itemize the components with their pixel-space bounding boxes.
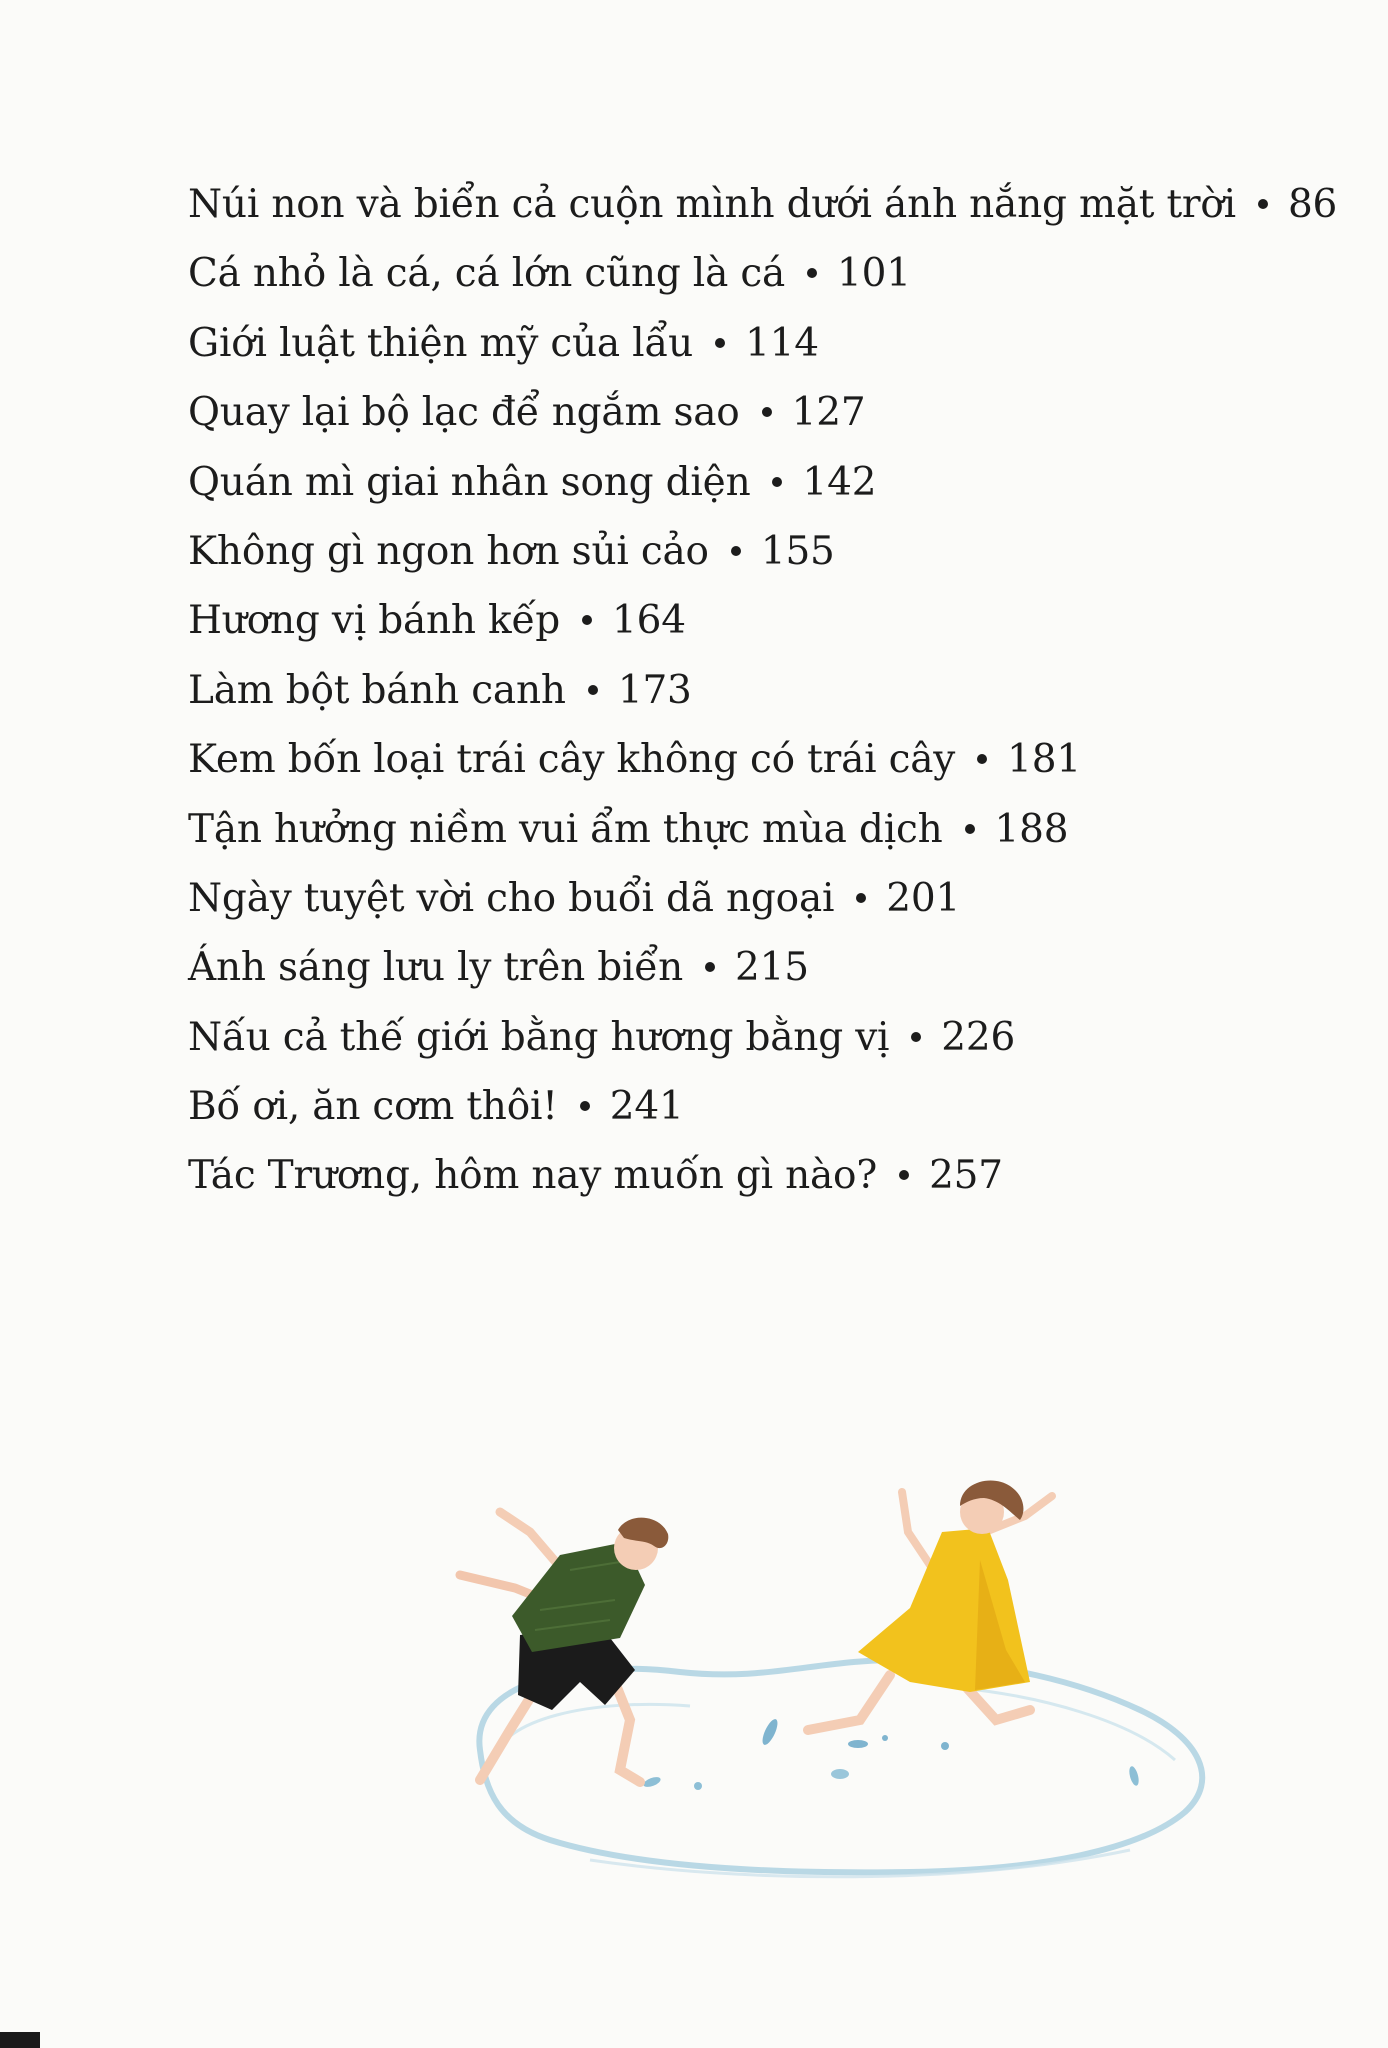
- toc-page-number: 114: [745, 320, 819, 366]
- bullet-separator: [715, 338, 725, 348]
- toc-entry[interactable]: [188, 586, 1308, 655]
- toc-entry[interactable]: [188, 1003, 1308, 1072]
- toc-title: Quay lại bộ lạc để ngắm sao: [188, 390, 740, 436]
- toc-page-number: 201: [886, 875, 961, 921]
- toc-title: Giới luật thiện mỹ của lẩu: [188, 320, 694, 366]
- toc-title: Tác Trương, hôm nay muốn gì nào?: [188, 1153, 878, 1199]
- page-edge-mark: [0, 2032, 40, 2048]
- toc-title: Làm bột bánh canh: [188, 667, 566, 713]
- bullet-separator: [965, 824, 975, 834]
- bullet-separator: [772, 477, 782, 487]
- toc-title: Núi non và biển cả cuộn mình dưới ánh nắng mặt trời: [188, 182, 1236, 227]
- children-playing-illustration: [440, 1420, 1270, 1960]
- bullet-separator: [899, 1170, 909, 1180]
- toc-title: Kem bốn loại trái cây không có trái cây: [188, 737, 956, 783]
- toc-title: Nấu cả thế giới bằng hương bằng vị: [188, 1014, 890, 1060]
- bullet-separator: [762, 407, 772, 417]
- toc-page-number: 257: [929, 1153, 1003, 1199]
- toc-entry[interactable]: [188, 864, 1308, 933]
- table-of-contents: [188, 170, 1338, 1211]
- toc-title: Hương vị bánh kếp: [188, 598, 561, 644]
- toc-entry[interactable]: [188, 448, 1308, 517]
- toc-page-number: 155: [760, 528, 835, 574]
- toc-title: Không gì ngon hơn sủi cảo: [188, 528, 709, 574]
- bullet-separator: [731, 546, 741, 556]
- bullet-separator: [705, 962, 715, 972]
- toc-page-number: 86: [1287, 182, 1338, 227]
- toc-page-number: 101: [837, 251, 911, 297]
- toc-entry[interactable]: [188, 933, 1308, 1002]
- toc-entry[interactable]: [188, 795, 1308, 864]
- toc-title: Cá nhỏ là cá, cá lớn cũng là cá: [188, 251, 786, 297]
- toc-entry[interactable]: [188, 309, 1308, 378]
- toc-title: Ngày tuyệt vời cho buổi dã ngoại: [188, 875, 835, 921]
- toc-entry[interactable]: [188, 1141, 1308, 1210]
- bullet-separator: [588, 685, 598, 695]
- toc-entry[interactable]: [188, 1072, 1308, 1141]
- bullet-separator: [582, 615, 592, 625]
- bullet-separator: [1258, 199, 1268, 209]
- toc-page-number: 181: [1007, 737, 1081, 783]
- water-puddle: [479, 1660, 1202, 1877]
- toc-entry[interactable]: [188, 517, 1308, 586]
- toc-page-number: 173: [617, 667, 692, 713]
- toc-page-number: 127: [791, 390, 866, 436]
- toc-entry[interactable]: [188, 239, 1308, 308]
- toc-title: Bố ơi, ăn cơm thôi!: [188, 1084, 558, 1130]
- toc-page-number: 215: [735, 945, 809, 991]
- girl-figure: [808, 1480, 1052, 1730]
- toc-entry[interactable]: [188, 656, 1308, 725]
- bullet-separator: [580, 1101, 590, 1111]
- toc-page-number: 226: [941, 1014, 1016, 1060]
- toc-entry[interactable]: [188, 725, 1308, 794]
- toc-page-number: 241: [609, 1084, 684, 1130]
- boy-figure: [460, 1512, 668, 1782]
- toc-page-number: 188: [994, 806, 1069, 852]
- toc-page-number: 142: [802, 459, 877, 505]
- bullet-separator: [911, 1032, 921, 1042]
- toc-title: Ánh sáng lưu ly trên biển: [188, 945, 684, 991]
- toc-title: Tận hưởng niềm vui ẩm thực mùa dịch: [188, 806, 943, 852]
- toc-entry[interactable]: [188, 378, 1308, 447]
- toc-title: Quán mì giai nhân song diện: [188, 459, 751, 505]
- toc-entry[interactable]: [188, 170, 1338, 239]
- bullet-separator: [977, 754, 987, 764]
- bullet-separator: [807, 268, 817, 278]
- toc-page-number: 164: [612, 598, 686, 644]
- bullet-separator: [856, 893, 866, 903]
